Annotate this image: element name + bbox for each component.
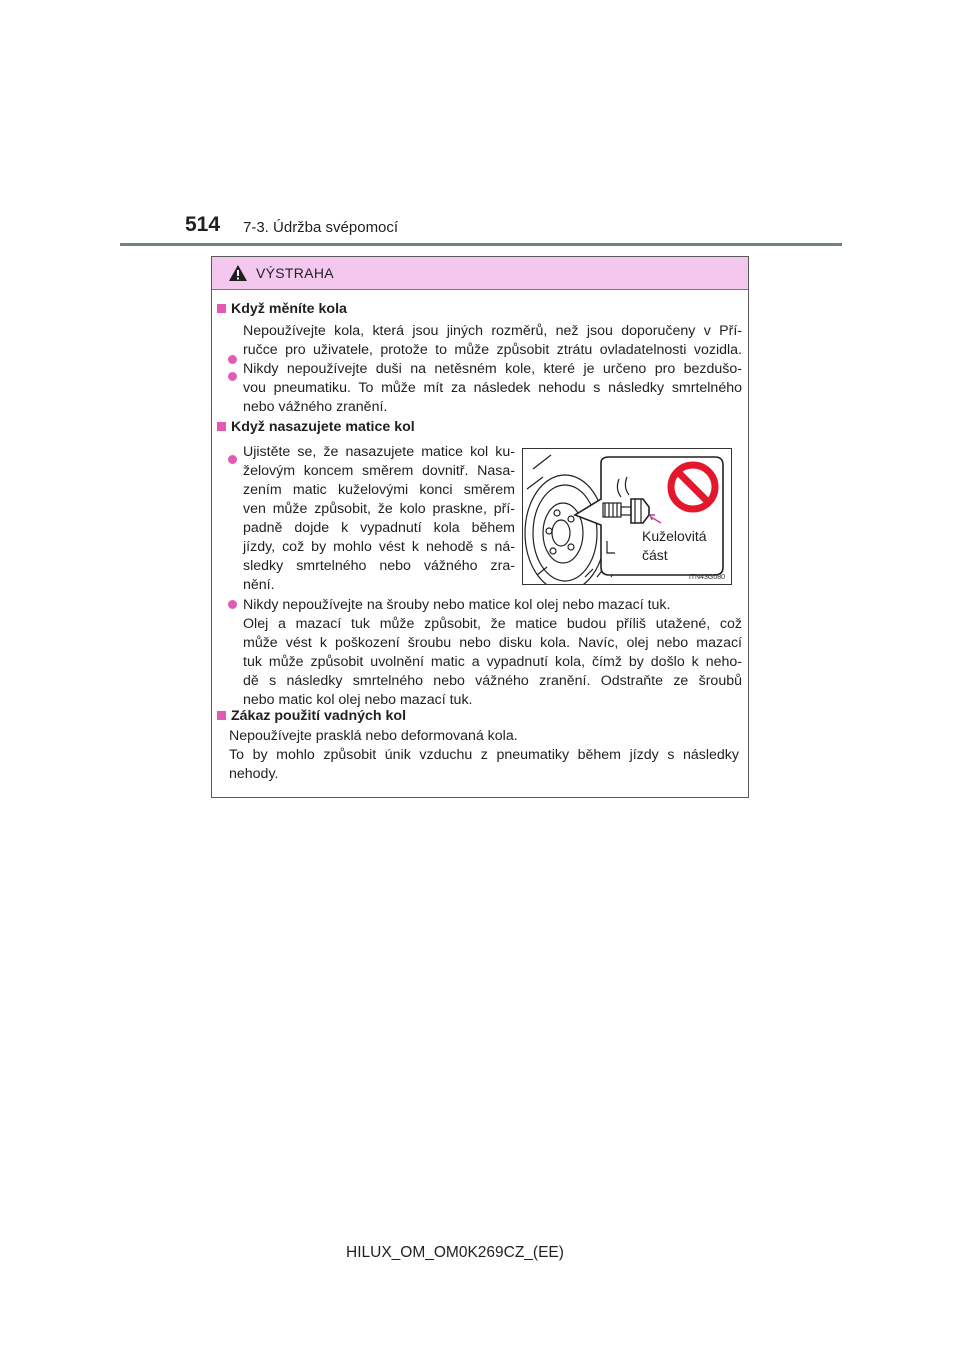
section-heading: Když měníte kola [217,300,347,319]
section-title: 7-3. Údržba svépomocí [243,219,399,236]
page-number: 514 [185,213,221,236]
section-text: Nepoužívejte prasklá nebo deformovaná kola. To by mohlo způsobit únik vzduchu z pneumatiky během jízdy s následky nehody. [229,728,739,782]
warning-title: VÝSTRAHA [256,265,334,281]
header-rule [120,243,842,246]
section-marker [217,304,226,313]
bullet-dot [228,455,237,464]
section-heading: Zákaz použití vadných kol [217,707,406,726]
wheel-nut-figure [522,448,732,585]
figure-code: ITN43G080 [688,574,725,581]
document-id: HILUX_OM_OM0K269CZ_(EE) [346,1244,564,1261]
bullet-dot [228,355,237,364]
bullet-text: Nepoužívejte kola, která jsou jiných rozměrů, než jsou doporučeny v Pří- ručce pro uživatele, protože to může způsobit ztrátu ovladatelnosti vozidla. [243,323,742,358]
section-marker [217,422,226,431]
bullet-text: Ujistěte se, že nasazujete matice kol ku- želovým koncem směrem dovnitř. Nasa- zením matic kuželovými konci směrem ven může způsobit, že kolo praskne, pří- padně dojde k vypadnutí kola během jízdy, což by mohlo vést k nehodě s ná- sledky smrtelného nebo vážného zra- nění. [243,444,515,593]
warning-header [212,257,748,290]
figure-label: Kuželovitá část [642,528,707,563]
bullet-dot [228,372,237,381]
warning-triangle-icon [228,264,248,282]
section-marker [217,711,226,720]
section-heading: Když nasazujete matice kol [217,418,415,437]
bullet-dot [228,600,237,609]
bullet-text: Nikdy nepoužívejte na šrouby nebo matice kol olej nebo mazací tuk. Olej a mazací tuk může způsobit, že matice budou příliš utažené, což může vést k poškození šroubu nebo disku kola. Navíc, olej nebo mazací tuk může způsobit uvolnění matic a vypadnutí kola, čímž by došlo k neho- dě s následky smrtelného nebo vážného zranění. Odstraňte ze šroubů nebo matic kol olej nebo mazací tuk. [243,597,742,708]
bullet-text: Nikdy nepoužívejte duši na netěsném kole, které je určeno pro bezdušo- vou pneumatiku. To může mít za následek nehodu s následky smrtelného nebo vážného zranění. [243,361,742,415]
